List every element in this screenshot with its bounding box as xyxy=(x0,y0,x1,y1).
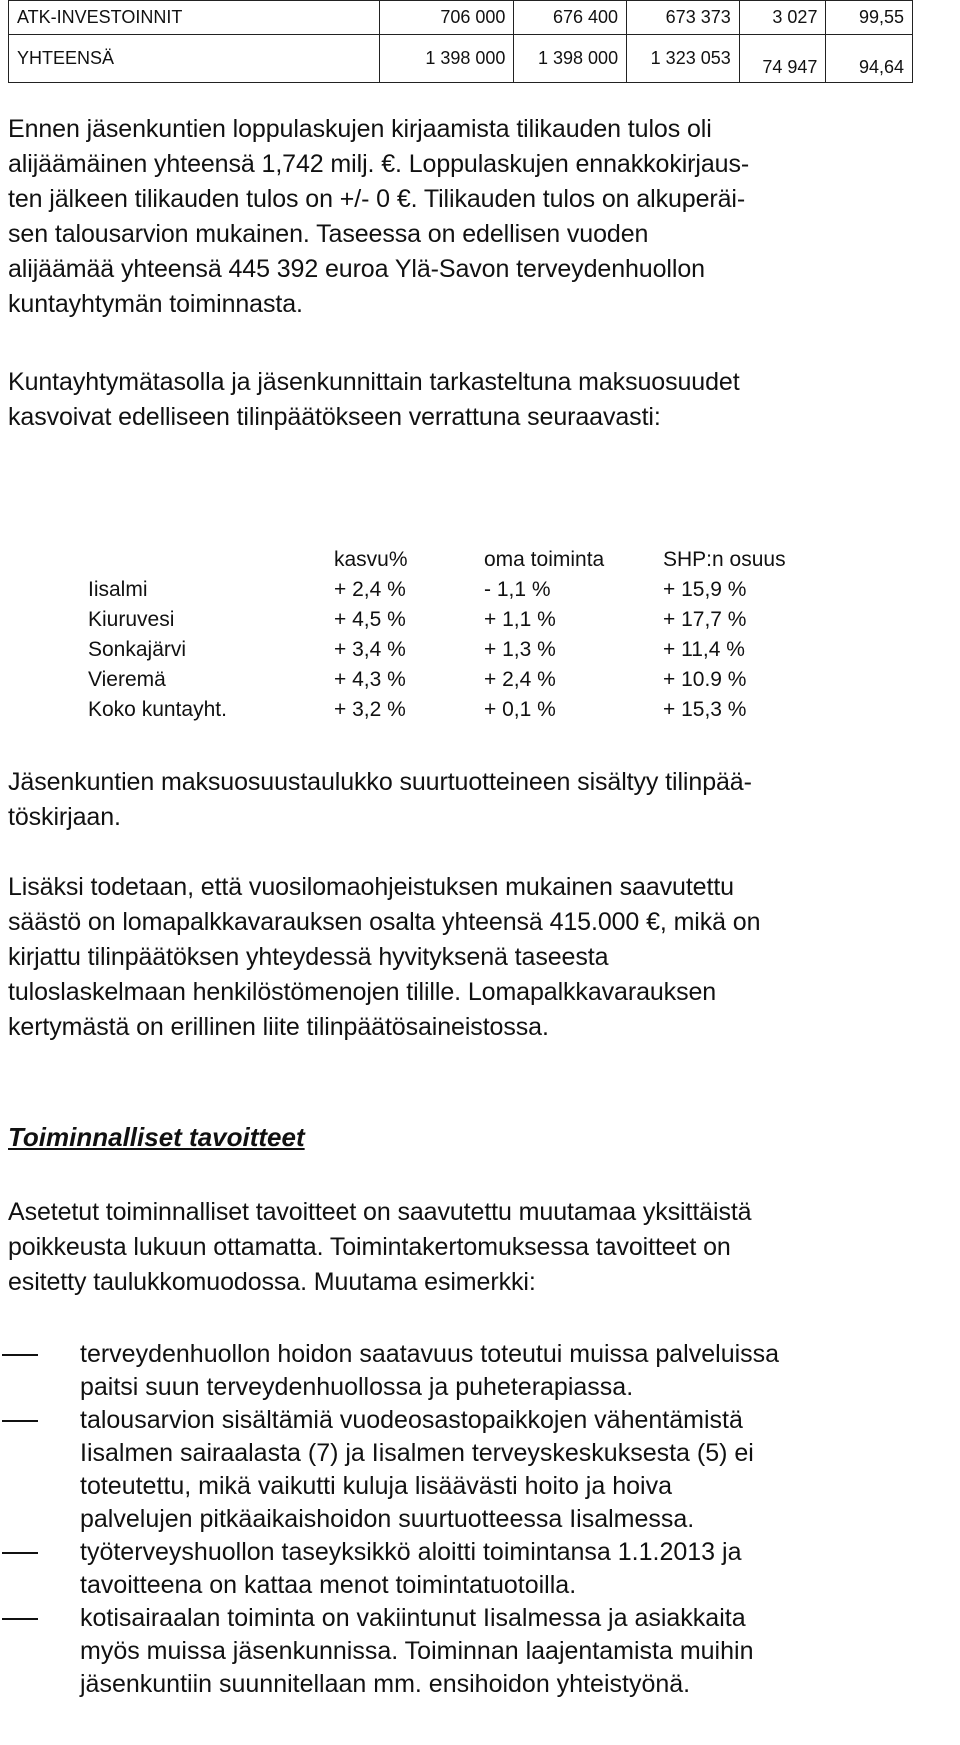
dash-bullet-icon xyxy=(2,1618,38,1620)
row-label: ATK-INVESTOINNIT xyxy=(9,1,380,35)
table-cell: + 4,3 % xyxy=(334,668,406,691)
table-cell: + 4,5 % xyxy=(334,608,406,631)
table-cell: + 10.9 % xyxy=(663,668,747,691)
budget-table xyxy=(8,0,913,83)
list-item xyxy=(0,1404,960,1536)
paragraph-result xyxy=(8,112,958,322)
table-cell: + 17,7 % xyxy=(663,608,747,631)
paragraph-table-note xyxy=(8,765,958,835)
municipality-name: Koko kuntayht. xyxy=(88,698,227,721)
section-heading: Toiminnalliset tavoitteet xyxy=(8,1122,305,1152)
goals-list xyxy=(0,1338,960,1701)
dash-bullet-icon xyxy=(2,1420,38,1422)
table-cell: 74 947 xyxy=(739,35,826,83)
table-cell: + 11,4 % xyxy=(663,638,745,661)
table-cell: 1 398 000 xyxy=(514,35,627,83)
table-row-atk xyxy=(9,1,913,35)
paragraph-holiday-pay xyxy=(8,870,958,1045)
text-line: säästö on lomapalkkavarauksen osalta yhteensä 415.000 €, mikä on xyxy=(8,908,761,936)
text-line: jäsenkuntiin suunnitellaan mm. ensihoidon yhteistyönä. xyxy=(80,1670,691,1698)
text-line: poikkeusta lukuun ottamatta. Toimintakertomuksessa tavoitteet on xyxy=(8,1233,731,1261)
text-line: kertymästä on erillinen liite tilinpäätösaineistossa. xyxy=(8,1013,549,1041)
table-cell: 673 373 xyxy=(627,1,740,35)
municipality-name: Iisalmi xyxy=(88,578,148,601)
table-cell: 94,64 xyxy=(826,35,913,83)
table-cell: 1 323 053 xyxy=(627,35,740,83)
text-line: Ennen jäsenkuntien loppulaskujen kirjaamista tilikauden tulos oli xyxy=(8,115,712,143)
text-line: kirjattu tilinpäätöksen yhteydessä hyvityksenä taseesta xyxy=(8,943,609,971)
text-line: Jäsenkuntien maksuosuustaulukko suurtuotteineen sisältyy tilinpää- xyxy=(8,768,752,796)
text-line: töskirjaan. xyxy=(8,803,121,831)
text-line: Lisäksi todetaan, että vuosilomaohjeistuksen mukainen saavutettu xyxy=(8,873,734,901)
text-line: alijäämää yhteensä 445 392 euroa Ylä-Savon terveydenhuollon xyxy=(8,255,705,283)
text-line: tavoitteena on kattaa menot toimintatuotoilla. xyxy=(80,1571,577,1599)
text-line: esitetty taulukkomuodossa. Muutama esimerkki: xyxy=(8,1268,536,1296)
table-cell: + 15,3 % xyxy=(663,698,747,721)
table-row-total xyxy=(9,35,913,83)
text-line: Iisalmen sairaalasta (7) ja Iisalmen terveyskeskuksesta (5) ei xyxy=(80,1439,754,1467)
list-item xyxy=(0,1338,960,1404)
text-line: työterveyshuollon taseyksikkö aloitti toimintansa 1.1.2013 ja xyxy=(80,1538,742,1566)
column-header: SHP:n osuus xyxy=(663,548,786,571)
list-item xyxy=(0,1602,960,1701)
table-cell: + 15,9 % xyxy=(663,578,747,601)
text-line: Kuntayhtymätasolla ja jäsenkunnittain tarkasteltuna maksuosuudet xyxy=(8,368,740,396)
paragraph-contributions xyxy=(8,365,958,435)
text-line: tuloslaskelmaan henkilöstömenojen tilille. Lomapalkkavarauksen xyxy=(8,978,717,1006)
table-cell: + 0,1 % xyxy=(484,698,556,721)
municipality-name: Sonkajärvi xyxy=(88,638,187,661)
table-cell: 1 398 000 xyxy=(380,35,514,83)
table-cell: + 3,4 % xyxy=(334,638,406,661)
text-line: alijäämäinen yhteensä 1,742 milj. €. Loppulaskujen ennakkokirjaus- xyxy=(8,150,750,178)
municipality-name: Kiuruvesi xyxy=(88,608,175,631)
dash-bullet-icon xyxy=(2,1354,38,1356)
text-line: palvelujen pitkäaikaishoidon suurtuotteessa Iisalmessa. xyxy=(80,1505,695,1533)
municipality-name: Vieremä xyxy=(88,668,166,691)
table-cell: 676 400 xyxy=(514,1,627,35)
text-line: talousarvion sisältämiä vuodeosastopaikkojen vähentämistä xyxy=(80,1406,743,1434)
table-cell: + 2,4 % xyxy=(334,578,406,601)
text-line: kuntayhtymän toiminnasta. xyxy=(8,290,303,318)
table-cell: + 2,4 % xyxy=(484,668,556,691)
column-header: kasvu% xyxy=(334,548,408,571)
table-cell: + 1,3 % xyxy=(484,638,556,661)
text-line: myös muissa jäsenkunnissa. Toiminnan laajentamista muihin xyxy=(80,1637,754,1665)
text-line: toteutettu, mikä vaikutti kuluja lisäävästi hoito ja hoiva xyxy=(80,1472,672,1500)
text-line: ten jälkeen tilikauden tulos on +/- 0 €. Tilikauden tulos on alkuperäi- xyxy=(8,185,746,213)
text-line: kotisairaalan toiminta on vakiintunut Iisalmessa ja asiakkaita xyxy=(80,1604,746,1632)
text-line: terveydenhuollon hoidon saatavuus toteutui muissa palveluissa xyxy=(80,1340,780,1368)
row-label: YHTEENSÄ xyxy=(9,35,380,83)
dash-bullet-icon xyxy=(2,1552,38,1554)
table-cell: 3 027 xyxy=(739,1,826,35)
text-line: Asetetut toiminnalliset tavoitteet on saavutettu muutamaa yksittäistä xyxy=(8,1198,752,1226)
table-cell: 706 000 xyxy=(380,1,514,35)
text-line: kasvoivat edelliseen tilinpäätökseen verrattuna seuraavasti: xyxy=(8,403,661,431)
table-cell: 99,55 xyxy=(826,1,913,35)
column-header: oma toiminta xyxy=(484,548,605,571)
text-line: sen talousarvion mukainen. Taseessa on edellisen vuoden xyxy=(8,220,649,248)
table-cell: + 1,1 % xyxy=(484,608,556,631)
list-item xyxy=(0,1536,960,1602)
table-cell: - 1,1 % xyxy=(484,578,551,601)
paragraph-goals xyxy=(8,1195,958,1300)
text-line: paitsi suun terveydenhuollossa ja puheterapiassa. xyxy=(80,1373,634,1401)
table-cell: + 3,2 % xyxy=(334,698,406,721)
